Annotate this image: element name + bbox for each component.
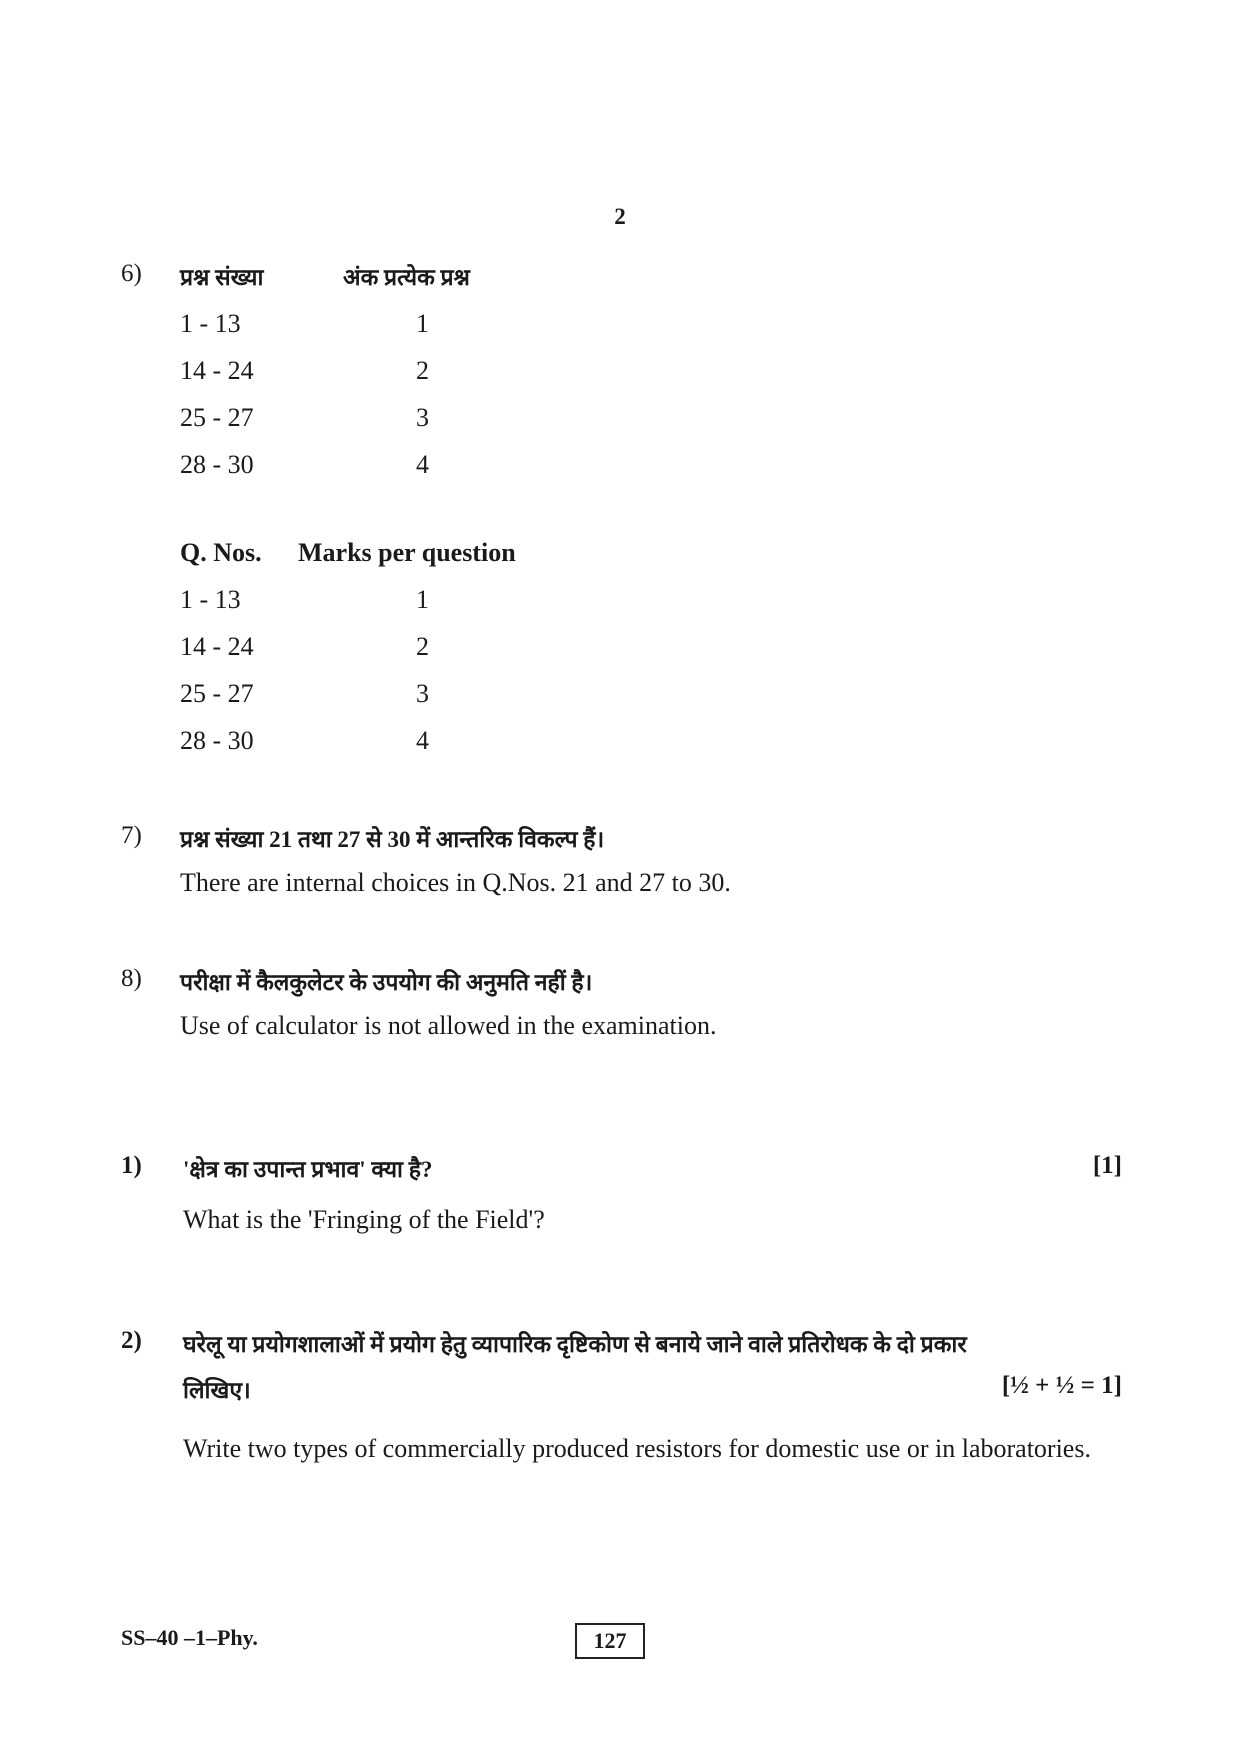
item-7-hindi-text: प्रश्न संख्या 21 तथा 27 से 30 में आन्तरिक विकल्प हैं। <box>180 827 605 852</box>
question-1-marks: [1] <box>1092 1152 1122 1179</box>
table-cell-marks: 3 <box>416 403 429 432</box>
question-1-number: 1) <box>121 1152 142 1179</box>
question-2-english-text: Write two types of commercially produced resistors for domestic use or in laboratories. <box>183 1434 1091 1463</box>
table-cell-range: 14 - 24 <box>180 632 254 661</box>
footer-page-box: 127 <box>575 1623 645 1659</box>
table-cell-marks: 3 <box>416 679 429 708</box>
item-8-english-text: Use of calculator is not allowed in the examination. <box>180 1011 717 1040</box>
table-cell-range: 1 - 13 <box>180 585 241 614</box>
question-2-marks: [½ + ½ = 1] <box>1001 1372 1122 1399</box>
table-header-marks-hindi: अंक प्रत्येक प्रश्न <box>343 265 470 290</box>
table-cell-range: 1 - 13 <box>180 309 241 338</box>
question-1-hindi-text: 'क्षेत्र का उपान्त प्रभाव' क्या है? <box>183 1157 433 1182</box>
table-cell-marks: 4 <box>416 450 429 479</box>
table-cell-marks: 2 <box>416 632 429 661</box>
item-6-number: 6) <box>121 260 142 287</box>
table-cell-marks: 1 <box>416 309 429 338</box>
item-8-hindi-text: परीक्षा में कैलकुलेटर के उपयोग की अनुमति नहीं है। <box>180 970 593 995</box>
table-header-qno: Q. Nos. <box>180 538 262 567</box>
table-header-qno-hindi: प्रश्न संख्या <box>180 265 264 290</box>
table-cell-marks: 1 <box>416 585 429 614</box>
table-cell-range: 28 - 30 <box>180 726 254 755</box>
question-2-number: 2) <box>121 1327 142 1354</box>
item-7-english-text: There are internal choices in Q.Nos. 21 and 27 to 30. <box>180 868 731 897</box>
table-cell-range: 28 - 30 <box>180 450 254 479</box>
paper-code: SS–40 –1–Phy. <box>121 1625 258 1650</box>
question-1-english-text: What is the 'Fringing of the Field'? <box>183 1205 545 1234</box>
table-header-marks: Marks per question <box>298 538 516 567</box>
question-2-hindi-line-2: लिखिए। <box>183 1378 251 1403</box>
item-8-number: 8) <box>121 965 142 992</box>
item-7-number: 7) <box>121 822 142 849</box>
table-cell-range: 14 - 24 <box>180 356 254 385</box>
page-number: 2 <box>614 204 626 229</box>
table-cell-marks: 4 <box>416 726 429 755</box>
table-cell-range: 25 - 27 <box>180 679 254 708</box>
table-cell-marks: 2 <box>416 356 429 385</box>
table-cell-range: 25 - 27 <box>180 403 254 432</box>
question-2-hindi-line-1: घरेलू या प्रयोगशालाओं में प्रयोग हेतु व्यापारिक दृष्टिकोण से बनाये जाने वाले प्रतिरोधक के दो प्रकार <box>183 1332 967 1357</box>
